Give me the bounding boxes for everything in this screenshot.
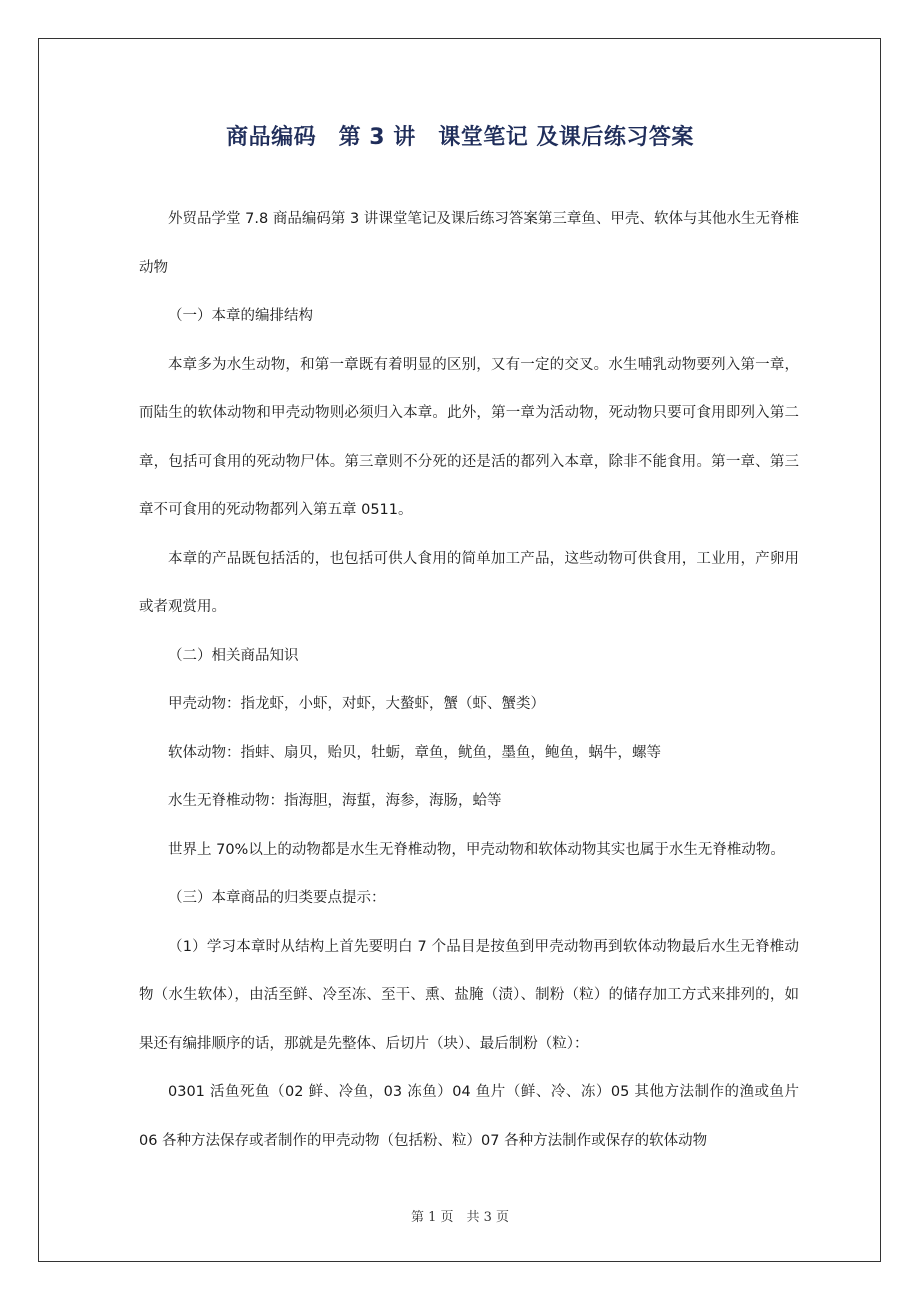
paragraph: 本章的产品既包括活的，也包括可供人食用的简单加工产品，这些动物可供食用，工业用，产卵用或者观赏用。 bbox=[139, 550, 799, 615]
section-heading: （三）本章商品的归类要点提示： bbox=[168, 890, 386, 906]
document-title: 商品编码 第 3 讲 课堂笔记 及课后练习答案 bbox=[226, 125, 694, 150]
section-heading: （一）本章的编排结构 bbox=[168, 308, 313, 324]
paragraph: （1）学习本章时从结构上首先要明白 7 个品目是按鱼到甲壳动物再到软体动物最后水生无脊椎动物（水生软体），由活至鲜、冷至冻、至干、熏、盐腌（渍）、制粉（粒）的储存加工方式来排列的，如果还有编排顺序的话，那就是先整体、后切片（块）、最后制粉（粒）： bbox=[139, 938, 799, 1052]
paragraph: 0301 活鱼死鱼（02 鲜、冷鱼，03 冻鱼）04 鱼片（鲜、冷、冻）05 其他方法制作的渔或鱼片 06 各种方法保存或者制作的甲壳动物（包括粉、粒）07 各种方法制作或保存的软体动物 bbox=[139, 1084, 799, 1149]
paragraph: 甲壳动物：指龙虾，小虾，对虾，大螯虾，蟹（虾、蟹类） bbox=[168, 696, 545, 712]
section-heading: （二）相关商品知识 bbox=[168, 647, 299, 664]
paragraph: 软体动物：指蚌、扇贝，贻贝，牡蛎，章鱼，鱿鱼，墨鱼，鲍鱼，蜗牛，螺等 bbox=[168, 744, 661, 761]
paragraph: 本章多为水生动物，和第一章既有着明显的区别，又有一定的交叉。水生哺乳动物要列入第一章，而陆生的软体动物和甲壳动物则必须归入本章。此外，第一章为活动物，死动物只要可食用即列入第二章，包括可食用的死动物尸体。第三章则不分死的还是活的都列入本章，除非不能食用。第一章、第三章不可食用的死动物都列入第五章 0511。 bbox=[139, 356, 799, 518]
document-body bbox=[139, 195, 799, 1165]
paragraph: 世界上 70%以上的动物都是水生无脊椎动物，甲壳动物和软体动物其实也属于水生无脊椎动物。 bbox=[168, 841, 785, 858]
paragraph: 水生无脊椎动物：指海胆，海蜇，海参，海肠，蛤等 bbox=[168, 793, 502, 809]
paragraph: 外贸品学堂 7.8 商品编码第 3 讲课堂笔记及课后练习答案第三章鱼、甲壳、软体与其他水生无脊椎动物 bbox=[139, 211, 799, 276]
page-footer: 第 1 页 共 3 页 bbox=[410, 1210, 510, 1225]
